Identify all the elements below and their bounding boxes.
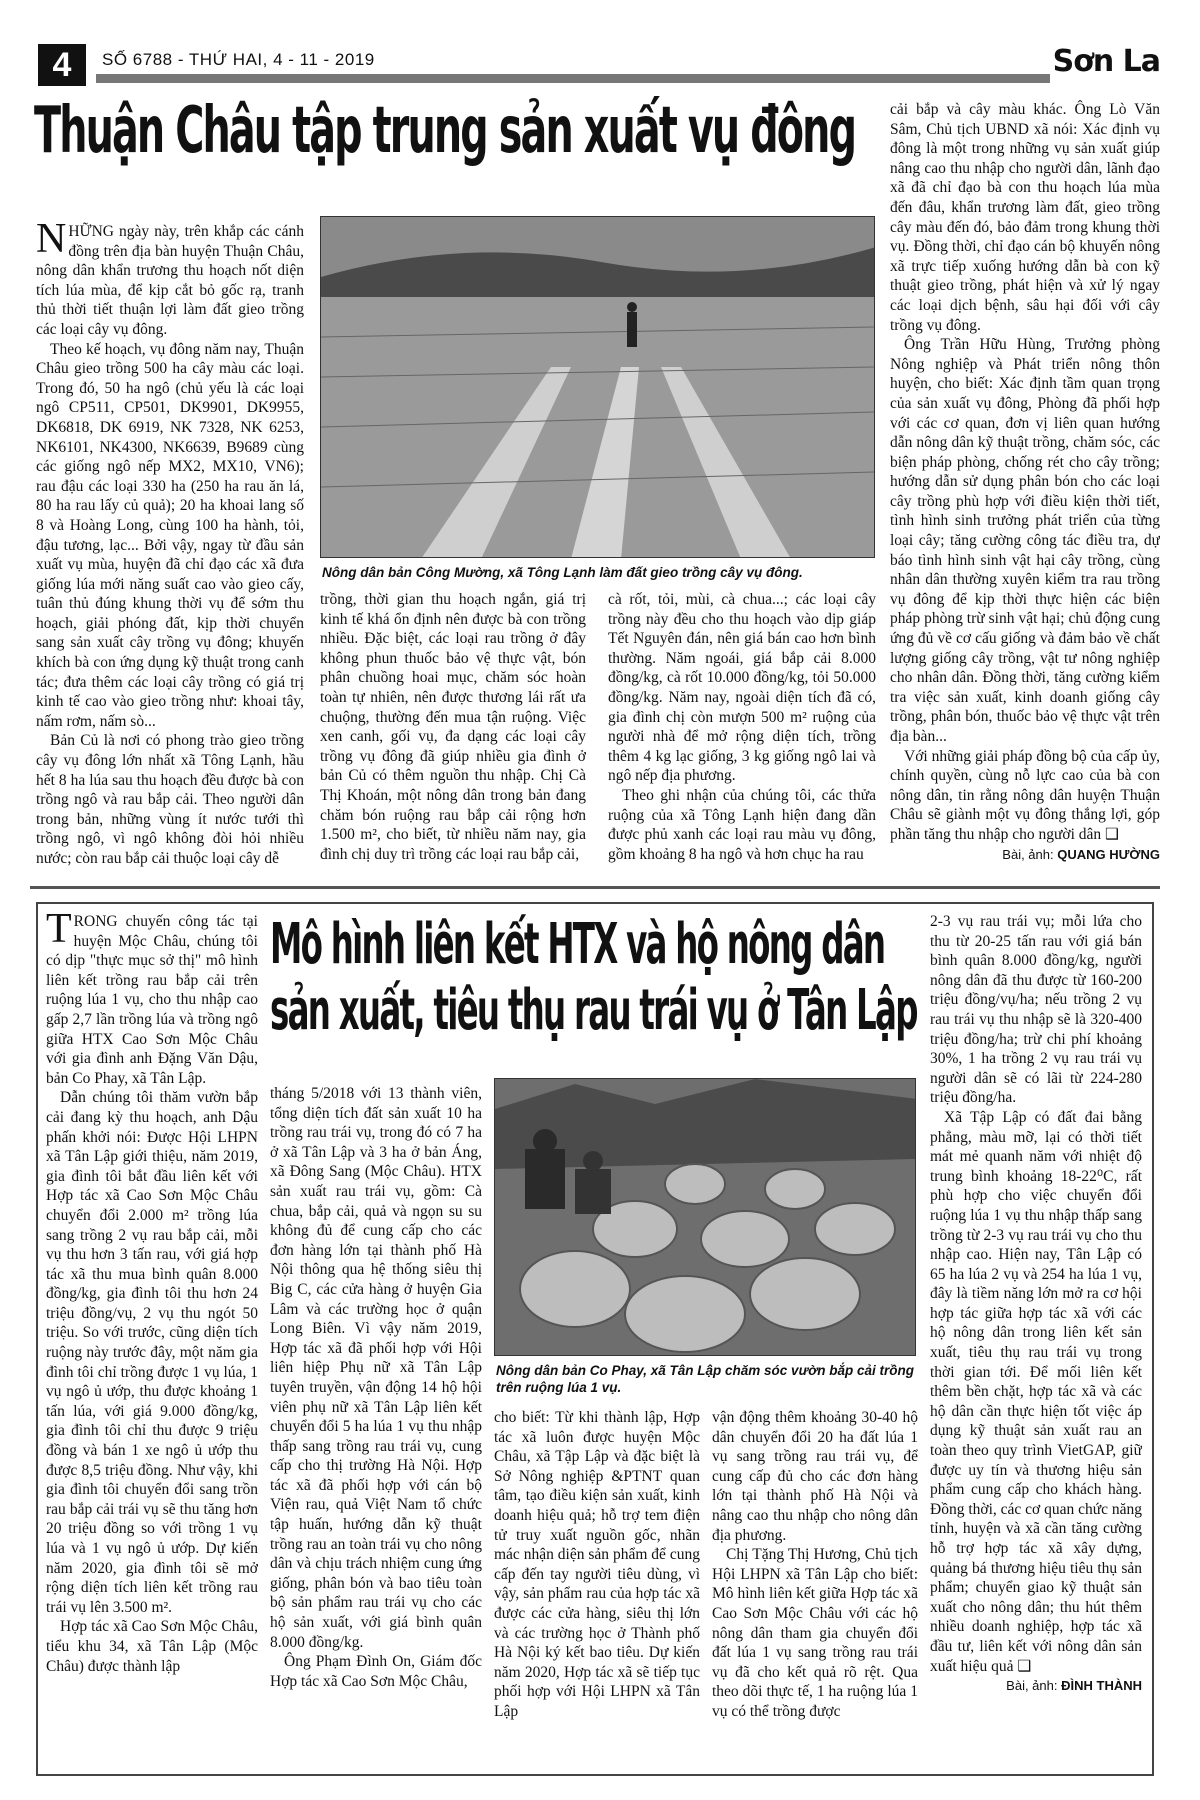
article1-byline: Bài, ảnh: QUANG HƯỜNG: [1002, 846, 1160, 862]
article2-col1: [46, 912, 258, 1768]
article1-col3: [608, 590, 876, 880]
article2-headline-line1: Mô hình liên kết HTX và hộ nông dân: [270, 912, 885, 977]
article2-paragraph: 2-3 vụ rau trái vụ; mỗi lứa cho thu từ 20-25 tấn rau với giá bán bình quân 8.000 đồng/kg, người nông dân đã thu được từ 160-200 triệu đồng/vụ/ha; nếu trồng 2 vụ rau trái vụ thu nhập sẽ là 320-400 triệu đồng/ha; trừ chi phí khoảng 30%, 1 ha trồng 2 vụ rau trái vụ người dân sẽ có lãi từ 224-280 triệu đồng/ha.: [930, 913, 1142, 1107]
article1-paragraph: Theo kế hoạch, vụ đông năm nay, Thuận Châu gieo trồng 500 ha cây màu các loại. Trong đó, 50 ha ngô (chủ yếu là các loại ngô CP511, CP501, DK9901, DK9955, DK6818, DK 6919, NK 7328, NK 6253, NK6101, NK4300, NK6639, B9689 cùng các giống ngô nếp MX2, MX10, VN6); rau đậu các loại 330 ha (250 ha rau ăn lá, 80 ha rau lấy củ quả); 20 ha khoai lang số 8 và Hoàng Long, cùng 100 ha hành, tỏi, đậu tương, lạc... Bởi vậy, ngay từ đầu sản xuất vụ mùa, huyện đã chỉ đạo các xã đưa giống lúa mới năng suất cao vào gieo cấy, tuân thủ đúng khung thời vụ để sớm thu hoạch, giải phóng đất, kịp thời chuyển sang sản xuất cây trồng vụ đông; khuyến khích bà con ứng dụng kỹ thuật trong canh tác; đưa thêm các loại cây trồng có giá trị kinh tế cao vào gieo trồng như: khoai tây, nấm rơm, nấm sò...: [36, 340, 304, 730]
masthead: [30, 44, 1160, 86]
dropcap: N: [36, 222, 67, 262]
article2-byline: Bài, ảnh: ĐÌNH THÀNH: [1006, 1678, 1142, 1694]
article2-col3: [494, 1408, 700, 1768]
issue-line: SỐ 6788 - THỨ HAI, 4 - 11 - 2019: [102, 50, 375, 69]
article2-headline-line2: sản xuất, tiêu thụ rau trái vụ ở Tân Lập: [270, 978, 917, 1043]
article2-col5: [930, 912, 1142, 1768]
article2-photo-cabbage: [494, 1078, 916, 1356]
article2-paragraph: Hợp tác xã Cao Sơn Mộc Châu, tiểu khu 34, xã Tân Lập (Mộc Châu) được thành lập: [46, 1618, 258, 1675]
article1-paragraph: trồng, thời gian thu hoạch ngắn, giá trị kinh tế khá ổn định nên được bà con trồng nhiều. Đặc biệt, các loại rau trồng ở đây không phun thuốc bảo vệ thực vật, bón phân chuồng hoai mục, chăm sóc hoàn toàn tự nhiên, nên được thương lái rất ưa chuộng, thường đến mua tận ruộng. Việc xen canh, gối vụ, đa dạng các loại cây trồng vụ đông đã giúp nhiều gia đình ở bản Củ có thêm nguồn thu nhập. Chị Cà Thị Khoán, một nông dân trong bản đang chăm bón ruộng rau bắp cải rộng hơn 1.500 m², cho biết, từ nhiều năm nay, gia đình chị duy trì trồng các loại rau bắp cải,: [320, 591, 586, 863]
article2-col4: [712, 1408, 918, 1768]
article2-paragraph: TRONG chuyến công tác tại huyện Mộc Châu, chúng tôi có dịp "thực mục sở thị" mô hình liên kết trồng rau bắp cải trên ruộng lúa 1 vụ, cho thu nhập cao gấp 2,7 lần trồng lúa và trồng ngô giữa HTX Cao Sơn Mộc Châu với gia đình anh Đặng Văn Dậu, bản Co Phay, xã Tân Lập.: [46, 912, 258, 1087]
article1-col1: [36, 222, 304, 884]
article2-paragraph: cho biết: Từ khi thành lập, Hợp tác xã luôn được huyện Mộc Châu, xã Tập Lập và đặc biệt là Sở Nông nghiệp &PTNT quan tâm, tạo điều kiện sản xuất, kinh doanh hiệu quả; hỗ trợ tem điện tử truy xuất nguồn gốc, nhãn mác nhận diện sản phẩm để cung cấp đến tay người tiêu dùng, vì vậy, sản phẩm rau của hợp tác xã được các cửa hàng, siêu thị lớn và các trường học ở Thành phố Hà Nội ký kết bao tiêu. Dự kiến năm 2020, Hợp tác xã sẽ tiếp tục phối hợp với Hội LHPN xã Tân Lập: [494, 1409, 700, 1720]
article2-paragraph: Xã Tập Lập có đất đai bằng phẳng, màu mỡ, lại có thời tiết mát mẻ quanh năm với nhiệt độ trung bình khoảng 18-22⁰C, rất phù hợp cho việc chuyển đổi ruộng lúa 1 vụ thu nhập thấp sang trồng từ 2-3 vụ rau trái vụ cho thu nhập cao. Hiện nay, Tân Lập có 65 ha lúa 2 vụ và 254 ha lúa 1 vụ, đây là tiềm năng lớn mở ra cơ hội hợp tác giữa hợp tác xã với các hộ nông dân trong liên kết sản xuất, tiêu thụ rau trái vụ trong thời gian tới. Để mối liên kết thêm bền chặt, hợp tác xã và các hộ dân cần thực hiện tốt việc áp dụng kỹ thuật sản xuất rau an toàn theo quy trình VietGAP, giữ được uy tín và thương hiệu sản phẩm cung cấp cho khách hàng. Đồng thời, các cơ quan chức năng tỉnh, huyện và xã cần tăng cường hỗ trợ hợp tác xã xây dựng, quảng bá thương hiệu tiêu thụ sản phẩm; chuyển giao kỹ thuật sản xuất cho nông dân; thu hút thêm nhiều doanh nghiệp, hợp tác xã đầu tư, liên kết với nông dân sản xuất hiệu quả ❑: [930, 1108, 1142, 1675]
article-divider: [30, 886, 1160, 889]
article1-paragraph: Với những giải pháp đồng bộ của cấp ủy, chính quyền, cùng nỗ lực cao của bà con nông dân, tin rằng nông dân huyện Thuận Châu sẽ giành một vụ đông thắng lợi, góp phần tăng thu nhập cho người dân ❑: [890, 747, 1160, 843]
field-photo-illustration: [321, 217, 875, 558]
cabbage-photo-illustration: [495, 1079, 916, 1356]
article2-paragraph: Chị Tặng Thị Hương, Chủ tịch Hội LHPN xã Tân Lập cho biết: Mô hình liên kết giữa Hợp tác xã Cao Sơn Mộc Châu với các hộ nông dân tham gia chuyển đổi đất lúa 1 vụ sang trồng rau trái vụ đã cho kết quả rõ rệt. Qua theo dõi thực tế, 1 ha ruộng lúa 1 vụ có thể trồng được: [712, 1546, 918, 1720]
page-number: 4: [38, 44, 86, 86]
article2-paragraph: Ông Phạm Đình On, Giám đốc Hợp tác xã Cao Sơn Mộc Châu,: [270, 1653, 482, 1690]
article1-col4: [890, 100, 1160, 884]
article2-photo-caption: Nông dân bản Co Phay, xã Tân Lập chăm sóc vườn bắp cải trồng trên ruộng lúa 1 vụ.: [496, 1363, 915, 1395]
article1-paragraph: NHỮNG ngày này, trên khắp các cánh đồng trên địa bàn huyện Thuận Châu, nông dân khẩn trương thu hoạch nốt diện tích lúa mùa, để kịp cắt bỏ gốc rạ, tranh thủ thời tiết thuận lợi làm đất gieo trồng các loại cây vụ đông.: [36, 222, 304, 338]
article1-photo-field: [320, 216, 875, 558]
article2-paragraph: vận động thêm khoảng 30-40 hộ dân chuyển đổi 20 ha đất lúa 1 vụ sang trồng rau trái vụ, để cung cấp đủ cho các đơn hàng lớn tại thành phố Hà Nội và nâng cao thu nhập cho nông dân địa phương.: [712, 1409, 918, 1544]
article1-photo-caption: Nông dân bản Công Mường, xã Tông Lạnh làm đất gieo trồng cây vụ đông.: [322, 565, 803, 580]
section-title: Sơn La: [1052, 44, 1160, 79]
dropcap: T: [46, 912, 72, 952]
article1-paragraph: Theo ghi nhận của chúng tôi, các thửa ruộng của xã Tông Lạnh hiện đang dần được phủ xanh các loại rau màu vụ đông, gồm khoảng 8 ha ngô và hơn chục ha rau: [608, 786, 876, 863]
article2-paragraph: tháng 5/2018 với 13 thành viên, tổng diện tích đất sản xuất 10 ha trồng rau trái vụ, trong đó có 7 ha ở xã Tân Lập và 3 ha ở bản Áng, xã Đông Sang (Mộc Châu). HTX sản xuất rau trái vụ, gồm: Cà chua, bắp cải, quả và ngọn su su không đủ để cung cấp cho các đơn hàng lớn tại thành phố Hà Nội thông qua hệ thống siêu thị Big C, các cửa hàng ở huyện Gia Lâm và các trường học ở quận Long Biên. Vì vậy năm 2019, Hợp tác xã đã phối hợp với Hội liên hiệp Phụ nữ xã Tân Lập tuyên truyền, vận động 14 hộ hội viên phụ nữ xã Tân Lập liên kết chuyển đổi 5 ha lúa 1 vụ thu nhập thấp sang trồng rau trái vụ, cung cấp cho thị trường Hà Nội. Hợp tác xã đã phối hợp với cán bộ Viện rau, quả Việt Nam tổ chức tập huấn, hướng dẫn kỹ thuật trồng rau an toàn trái vụ cho nông dân và chịu trách nhiệm cung ứng giống, phân bón và bao tiêu toàn bộ sản phẩm rau trái vụ cho các hộ sản xuất, với giá bình quân 8.000 đồng/kg.: [270, 1085, 482, 1651]
masthead-rule: [96, 74, 1050, 83]
article2-paragraph: Dẫn chúng tôi thăm vườn bắp cải đang kỳ thu hoạch, anh Dậu phấn khởi nói: Được Hội LHPN xã Tân Lập giới thiệu, năm 2019, gia đình tôi bắt đầu liên kết với Hợp tác xã Cao Sơn Mộc Châu chuyển đổi 2.000 m² trồng lúa sang trồng 2 vụ rau bắp cải, mỗi vụ thu hơn 3 tấn rau, với giá hợp tác xã thu mua bình quân 8.000 đồng/kg, gia đình tôi thu hơn 24 triệu đồng/vụ, 2 vụ thu ngót 50 triệu. So với trước, cũng diện tích ruộng này trước đây, một năm gia đình tôi chỉ trồng được 1 vụ lúa, 1 vụ ngô ủ ướp, thu được khoảng 1 tấn lúa, với giá 9.000 đồng/kg, gia đình tôi chỉ thu được 9 triệu đồng và bán 1 xe ngô ủ ướp thu được 8,5 triệu đồng. Như vậy, khi gia đình tôi chuyển đổi sang trồn rau bắp cải trái vụ sẽ thu tăng hơn 20 triệu đồng so với trồng 1 vụ lúa và 1 vụ ngô ủ ướp. Dự kiến năm 2020, gia đình tôi sẽ mở rộng diện tích liên kết trồng rau trái vụ lên 3.500 m².: [46, 1089, 258, 1616]
article2-col2: [270, 1084, 482, 1768]
article1-paragraph: cải bắp và cây màu khác. Ông Lò Văn Sâm, Chủ tịch UBND xã nói: Xác định vụ đông là một trong những vụ sản xuất giúp nâng cao thu nhập cho người dân, lãnh đạo xã đã chỉ đạo bà con thu hoạch lúa mùa đến đâu, khẩn trương làm đất, gieo trồng cây màu đến đó, bảo đảm trong khung thời vụ. Đồng thời, chỉ đạo cán bộ khuyến nông xã trực tiếp xuống hướng dẫn bà con kỹ thuật gieo trồng, phát hiện và xử lý ngay các loại dịch bệnh, sâu hại đối với cây trồng vụ đông.: [890, 101, 1160, 334]
article1-paragraph: Bản Củ là nơi có phong trào gieo trồng cây vụ đông lớn nhất xã Tông Lạnh, hầu hết 8 ha lúa sau thu hoạch đều được bà con trồng ngô và rau bắp cải. Theo người dân trong bản, những vùng ít nước tưới thì trồng ngô, vì ngô không đòi hỏi nhiều nước; còn rau bắp cải thuộc loại cây dễ: [36, 732, 304, 867]
article1-headline: Thuận Châu tập trung sản xuất vụ đông: [34, 94, 856, 168]
article1-paragraph: cà rốt, tỏi, mùi, cà chua...; các loại cây trồng này đều cho thu hoạch vào dịp giáp Tết Nguyên đán, nên giá bán cao hơn bình thường. Năm ngoái, giá bắp cải 8.000 đồng/kg, cà rốt 10.000 đồng/kg, tỏi 50.000 đồng/kg. Năm nay, ngoài diện tích đã có, gia đình chị còn mượn 500 m² ruộng của người nhà để mở rộng diện tích, trồng thêm 4 kg lạc giống, 3 kg giống ngô lai và ngô nếp địa phương.: [608, 591, 876, 785]
article1-paragraph: Ông Trần Hữu Hùng, Trưởng phòng Nông nghiệp và Phát triển nông thôn huyện, cho biết: Xác định tầm quan trọng của sản xuất vụ đông, Phòng đã phối hợp với các cơ quan, đơn vị liên quan hướng dẫn nông dân kỹ thuật trồng, chăm sóc, các biện pháp phòng, chống rét cho cây trồng; hướng dẫn sử dụng phân bón cho các loại cây trồng phù hợp với điều kiện thời tiết, tình hình sinh trưởng phát triển của từng loại cây; tăng cường công tác điều tra, dự báo tình hình sinh vật hại cây trồng, cùng nhân dân thường xuyên kiểm tra rau trồng vụ đông để kịp thời thực hiện các biện pháp phòng trừ sinh vật hại; chủ động cung ứng đủ về cơ cấu giống và đảm bảo về chất lượng giống cây trồng, vật tư nông nghiệp cho nhân dân. Đồng thời, tăng cường kiểm tra việc sản xuất, kinh doanh giống cây trồng, phân bón, thuốc bảo vệ thực vật trên địa bàn...: [890, 336, 1160, 745]
article1-col2: [320, 590, 586, 880]
